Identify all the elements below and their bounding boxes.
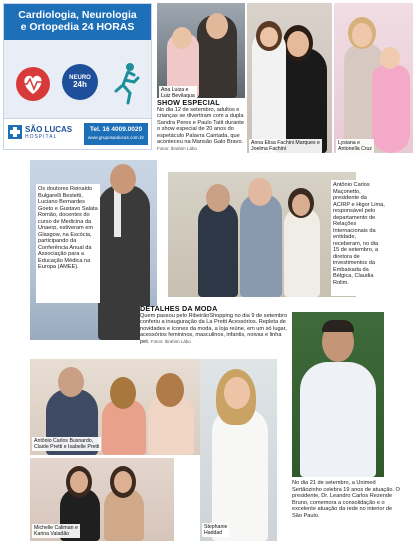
doctors-caption: Os doutores Reinaldo Bulgarelli Bestetti, Luciano Bernardes Goeto e Gustavo Salata Romão, docentes do curso de Medicina da Unaerp, estiveram em Glasgow, na Escócia, participando da Conferência Anual da Associação para a Educação Médica na Europa (AMEE).: [36, 184, 100, 303]
figure-man-center: [240, 194, 282, 297]
ad-phone: Tel. 16 4009.0020: [89, 126, 143, 133]
photo-mother-ballerina: [334, 3, 413, 153]
hospital-logo-icon: [8, 125, 22, 139]
badge-neuro-text: NEURO: [69, 75, 91, 81]
photo-moda-pair: [30, 458, 174, 541]
ad-title-line1: Cardiologia, Neurologia: [18, 9, 137, 21]
hospital-sub: HOSPITAL: [25, 134, 58, 140]
photo-doctors: [30, 160, 157, 340]
ad-phone-box: [84, 123, 148, 145]
caption-stephanie: Stephanie Haddad: [204, 524, 228, 536]
caption-photo-1: Ana Luiza e Luiz Bevilaqua: [161, 87, 195, 98]
neuro-24h-badge: [62, 64, 98, 100]
photo-father-daughter: [157, 3, 245, 98]
hospital-ad: [3, 3, 152, 150]
caption-moda-2: Michelle Caliman e Karina Valadão: [34, 525, 78, 537]
caption-photo-2: Anna Elisa Fachini Marques e Joelma Fachini: [251, 140, 320, 152]
ad-footer: [4, 118, 151, 149]
show-especial-text: No dia 12 de setembro, adultos e crianças se divertiram com a dupla Sandra Peres e Paulo Tatit durante o show especial de 20 anos do espetáculo Palavra Cantada, que aconteceu na Mansão Galo Bravo. Fotos: Ibrahim Lábo: [157, 106, 244, 151]
ad-website: www.gruposaolucas.com.br: [87, 135, 145, 140]
photo-moda-group: [30, 359, 200, 455]
photo-stephanie: [200, 359, 277, 541]
hospital-name: SÃO LUCAS: [25, 125, 73, 134]
photo-acirp-meeting: [168, 172, 356, 297]
moda-heading: DETALHES DA MODA: [140, 304, 218, 313]
moda-text: Quem passou pelo RibeirãoShopping no dia 9 de setembro conferiu a inauguração da La Pretti Acessórios. Repleta de novidades e ícones da moda, a loja reúne, em um só lugar, acessórios femininos, masculinos, infantis, noivas e linha pet. Fotos: Ibrahim Lábo: [140, 312, 288, 345]
caption-photo-3: Lysiana e Antonella Cruz: [338, 140, 373, 152]
figure-woman-white: [212, 409, 268, 541]
ad-title-line2: e Ortopedia 24 HORAS: [20, 21, 135, 33]
unimed-article: No dia 21 de setembro, a Unimed Sertãozinho celebra 19 anos de atuação. O presidente, Dr. Leandro Carlos Rezende Bruno, comemora a consolidação e o excelente atuação da rede no interior de São Paulo.: [292, 480, 402, 540]
heart-icon: [13, 66, 53, 102]
photo-mother-daughter: [247, 3, 332, 153]
show-especial-article: [157, 100, 245, 156]
caption-moda-1: Antônio Carlos Busnardo, Claide Pretti e Isabelle Pretti: [34, 438, 100, 450]
figure-man-shirt: [300, 362, 376, 477]
show-especial-heading: SHOW ESPECIAL: [157, 98, 220, 107]
figure-ballerina: [372, 65, 410, 153]
running-person-icon: [110, 61, 144, 105]
acirp-caption: Antônio Carlos Maçonetto, presidente da ACIRP e Higor Lima, responsável pelo departamento de Relações Internacionais da entidade, receberam, no dia 15 de setembro, a diretora de investimentos da Embaixada da Bélgica, Claudia Rolim.: [331, 180, 387, 296]
moda-article: [140, 306, 290, 358]
badge-24h-text: 24h: [73, 80, 87, 89]
figure-woman-right: [284, 208, 320, 297]
figure-man-left: [198, 202, 238, 297]
photo-unimed-president: [292, 312, 384, 477]
ad-title-bar: [4, 4, 151, 40]
